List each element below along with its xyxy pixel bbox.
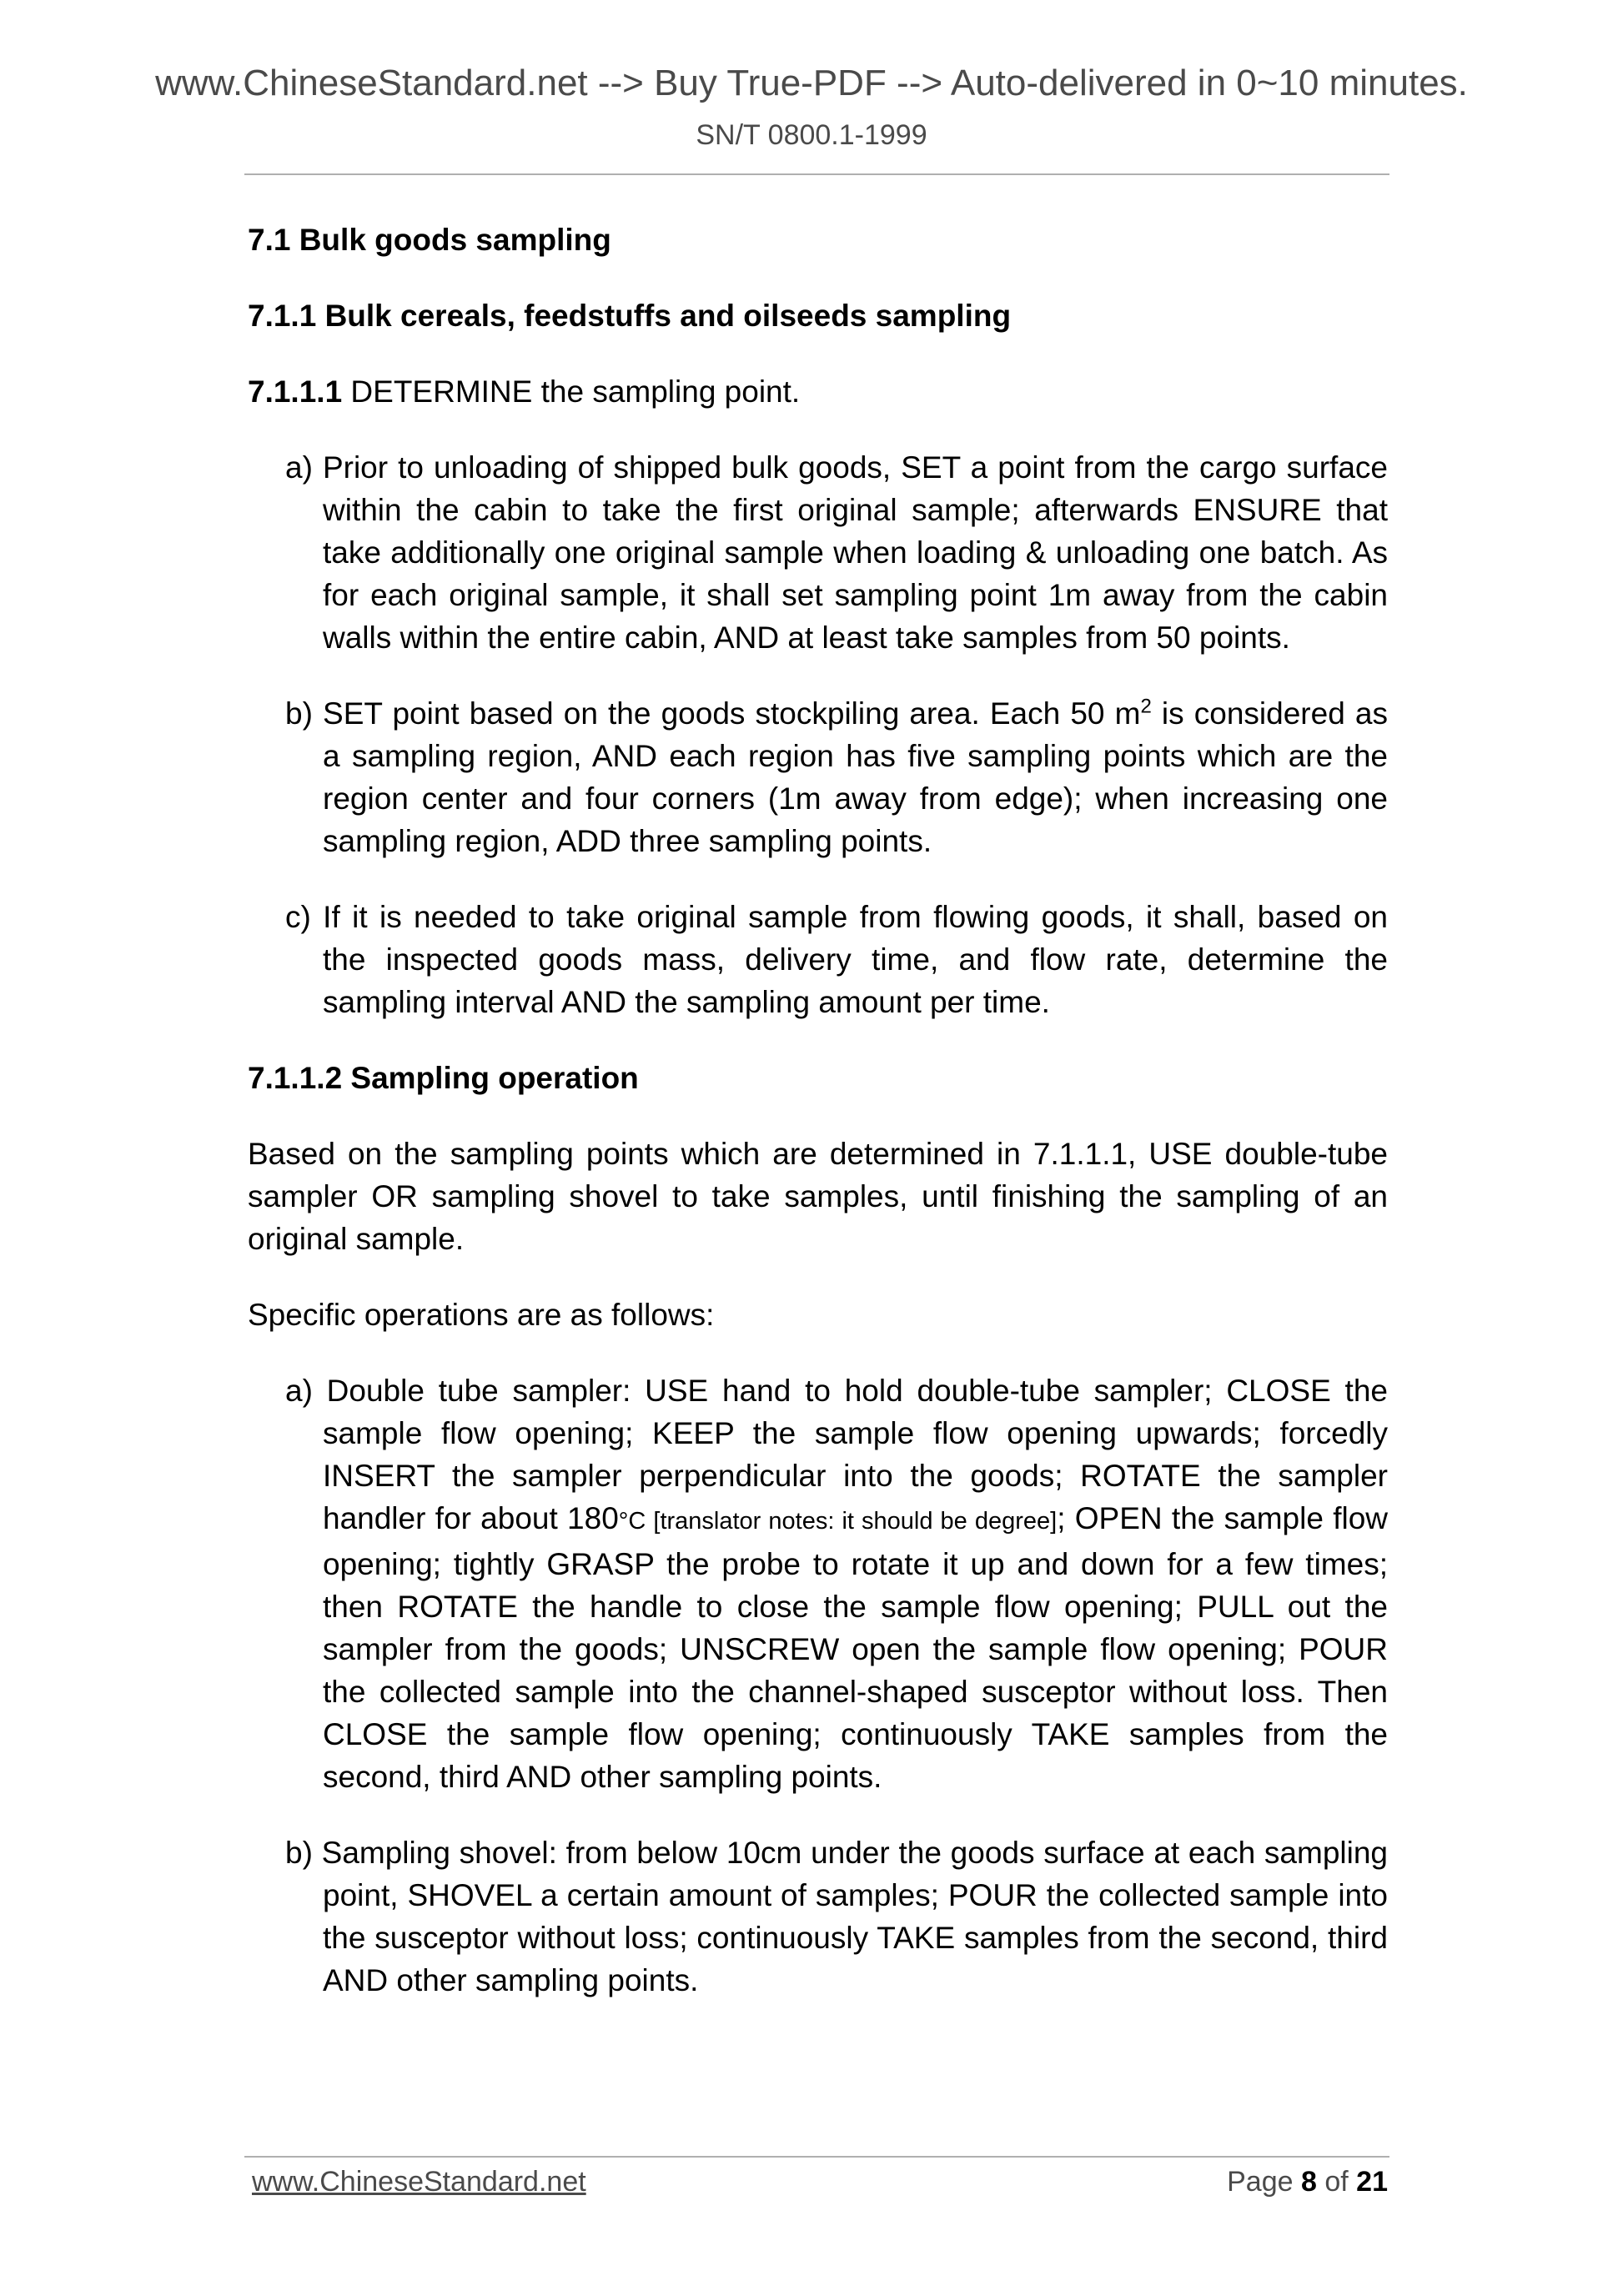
- translator-note: °C [translator notes: it should be degree]: [618, 1508, 1058, 1535]
- heading-7-1-1: 7.1.1 Bulk cereals, feedstuffs and oilseeds sampling: [248, 299, 1012, 333]
- paragraph-based-on: Based on the sampling points which are determined in 7.1.1.1, USE double-tube sampler OR sampling shovel to take samples, until finishing the sampling of an original sample.: [248, 1137, 1388, 1256]
- list-item-a-sampling-point: a) Prior to unloading of shipped bulk goods, SET a point from the cargo surface within the cabin to take the first original sample; afterwards ENSURE that take additionally one original sample when loading & unloading one batch. As for each original sample, it shall set sampling point 1m away from the cabin walls within the entire cabin, AND at least take samples from 50 points.: [285, 450, 1388, 655]
- standard-code: SN/T 0800.1-1999: [696, 119, 927, 151]
- heading-7-1: 7.1 Bulk goods sampling: [248, 223, 611, 257]
- document-body: [248, 219, 1388, 2035]
- superscript: 2: [1140, 695, 1152, 718]
- list-item-a-double-tube: [285, 1369, 1388, 1798]
- page-total: 21: [1356, 2166, 1388, 2198]
- heading-7-1-1-2: 7.1.1.2 Sampling operation: [248, 1061, 639, 1095]
- page-number: [1227, 2166, 1388, 2198]
- list-item-b-shovel: b) Sampling shovel: from below 10cm under the goods surface at each sampling point, SHOVEL a certain amount of samples; POUR the collected sample into the susceptor without loss; continuously TAKE samples from the second, third AND other sampling points.: [285, 1836, 1388, 1997]
- list-item-text: is considered as a sampling region, AND each region has five sampling points which are the region center and four corners (1m away from edge); when increasing one sampling region, ADD three sampling points.: [323, 696, 1388, 858]
- page-word: Page: [1227, 2166, 1294, 2198]
- page-current: 8: [1300, 2166, 1317, 2198]
- header-divider: [244, 173, 1389, 175]
- list-item-text: ; OPEN the sample flow opening; tightly GRASP the probe to rotate it up and down for a few times; then ROTATE the handle to close the sample flow opening; PULL out the sampler from the goods; UNSCREW open the sample flow opening; POUR the collected sample into the channel-shaped susceptor without loss. Then CLOSE the sample flow opening; continuously TAKE samples from the second, third AND other sampling points.: [323, 1501, 1388, 1794]
- clause-number: 7.1.1.1: [248, 374, 343, 409]
- list-item-text: b) SET point based on the goods stockpiling area. Each 50 m: [285, 696, 1141, 731]
- list-item-c-sampling-point: c) If it is needed to take original sample from flowing goods, it shall, based on the inspected goods mass, delivery time, and flow rate, determine the sampling interval AND the sampling amount per time.: [285, 900, 1388, 1019]
- footer-link[interactable]: www.ChineseStandard.net: [252, 2166, 586, 2198]
- clause-7-1-1-1: [248, 370, 1388, 413]
- footer-divider: [244, 2156, 1389, 2158]
- list-item-b-sampling-point: [285, 692, 1388, 862]
- page-of: of: [1324, 2166, 1349, 2198]
- header-banner[interactable]: www.ChineseStandard.net --> Buy True-PDF --> Auto-delivered in 0~10 minutes.: [155, 63, 1468, 103]
- clause-text: DETERMINE the sampling point.: [342, 374, 801, 409]
- paragraph-specific: Specific operations are as follows:: [248, 1298, 715, 1332]
- list-item-text: a) Double tube sampler: USE hand to hold double-tube sampler; CLOSE the sample flow opening; KEEP the sample flow opening upwards; forcedly INSERT the sampler perpendicular into the goods; ROTATE the sampler handler for about 180: [285, 1374, 1388, 1535]
